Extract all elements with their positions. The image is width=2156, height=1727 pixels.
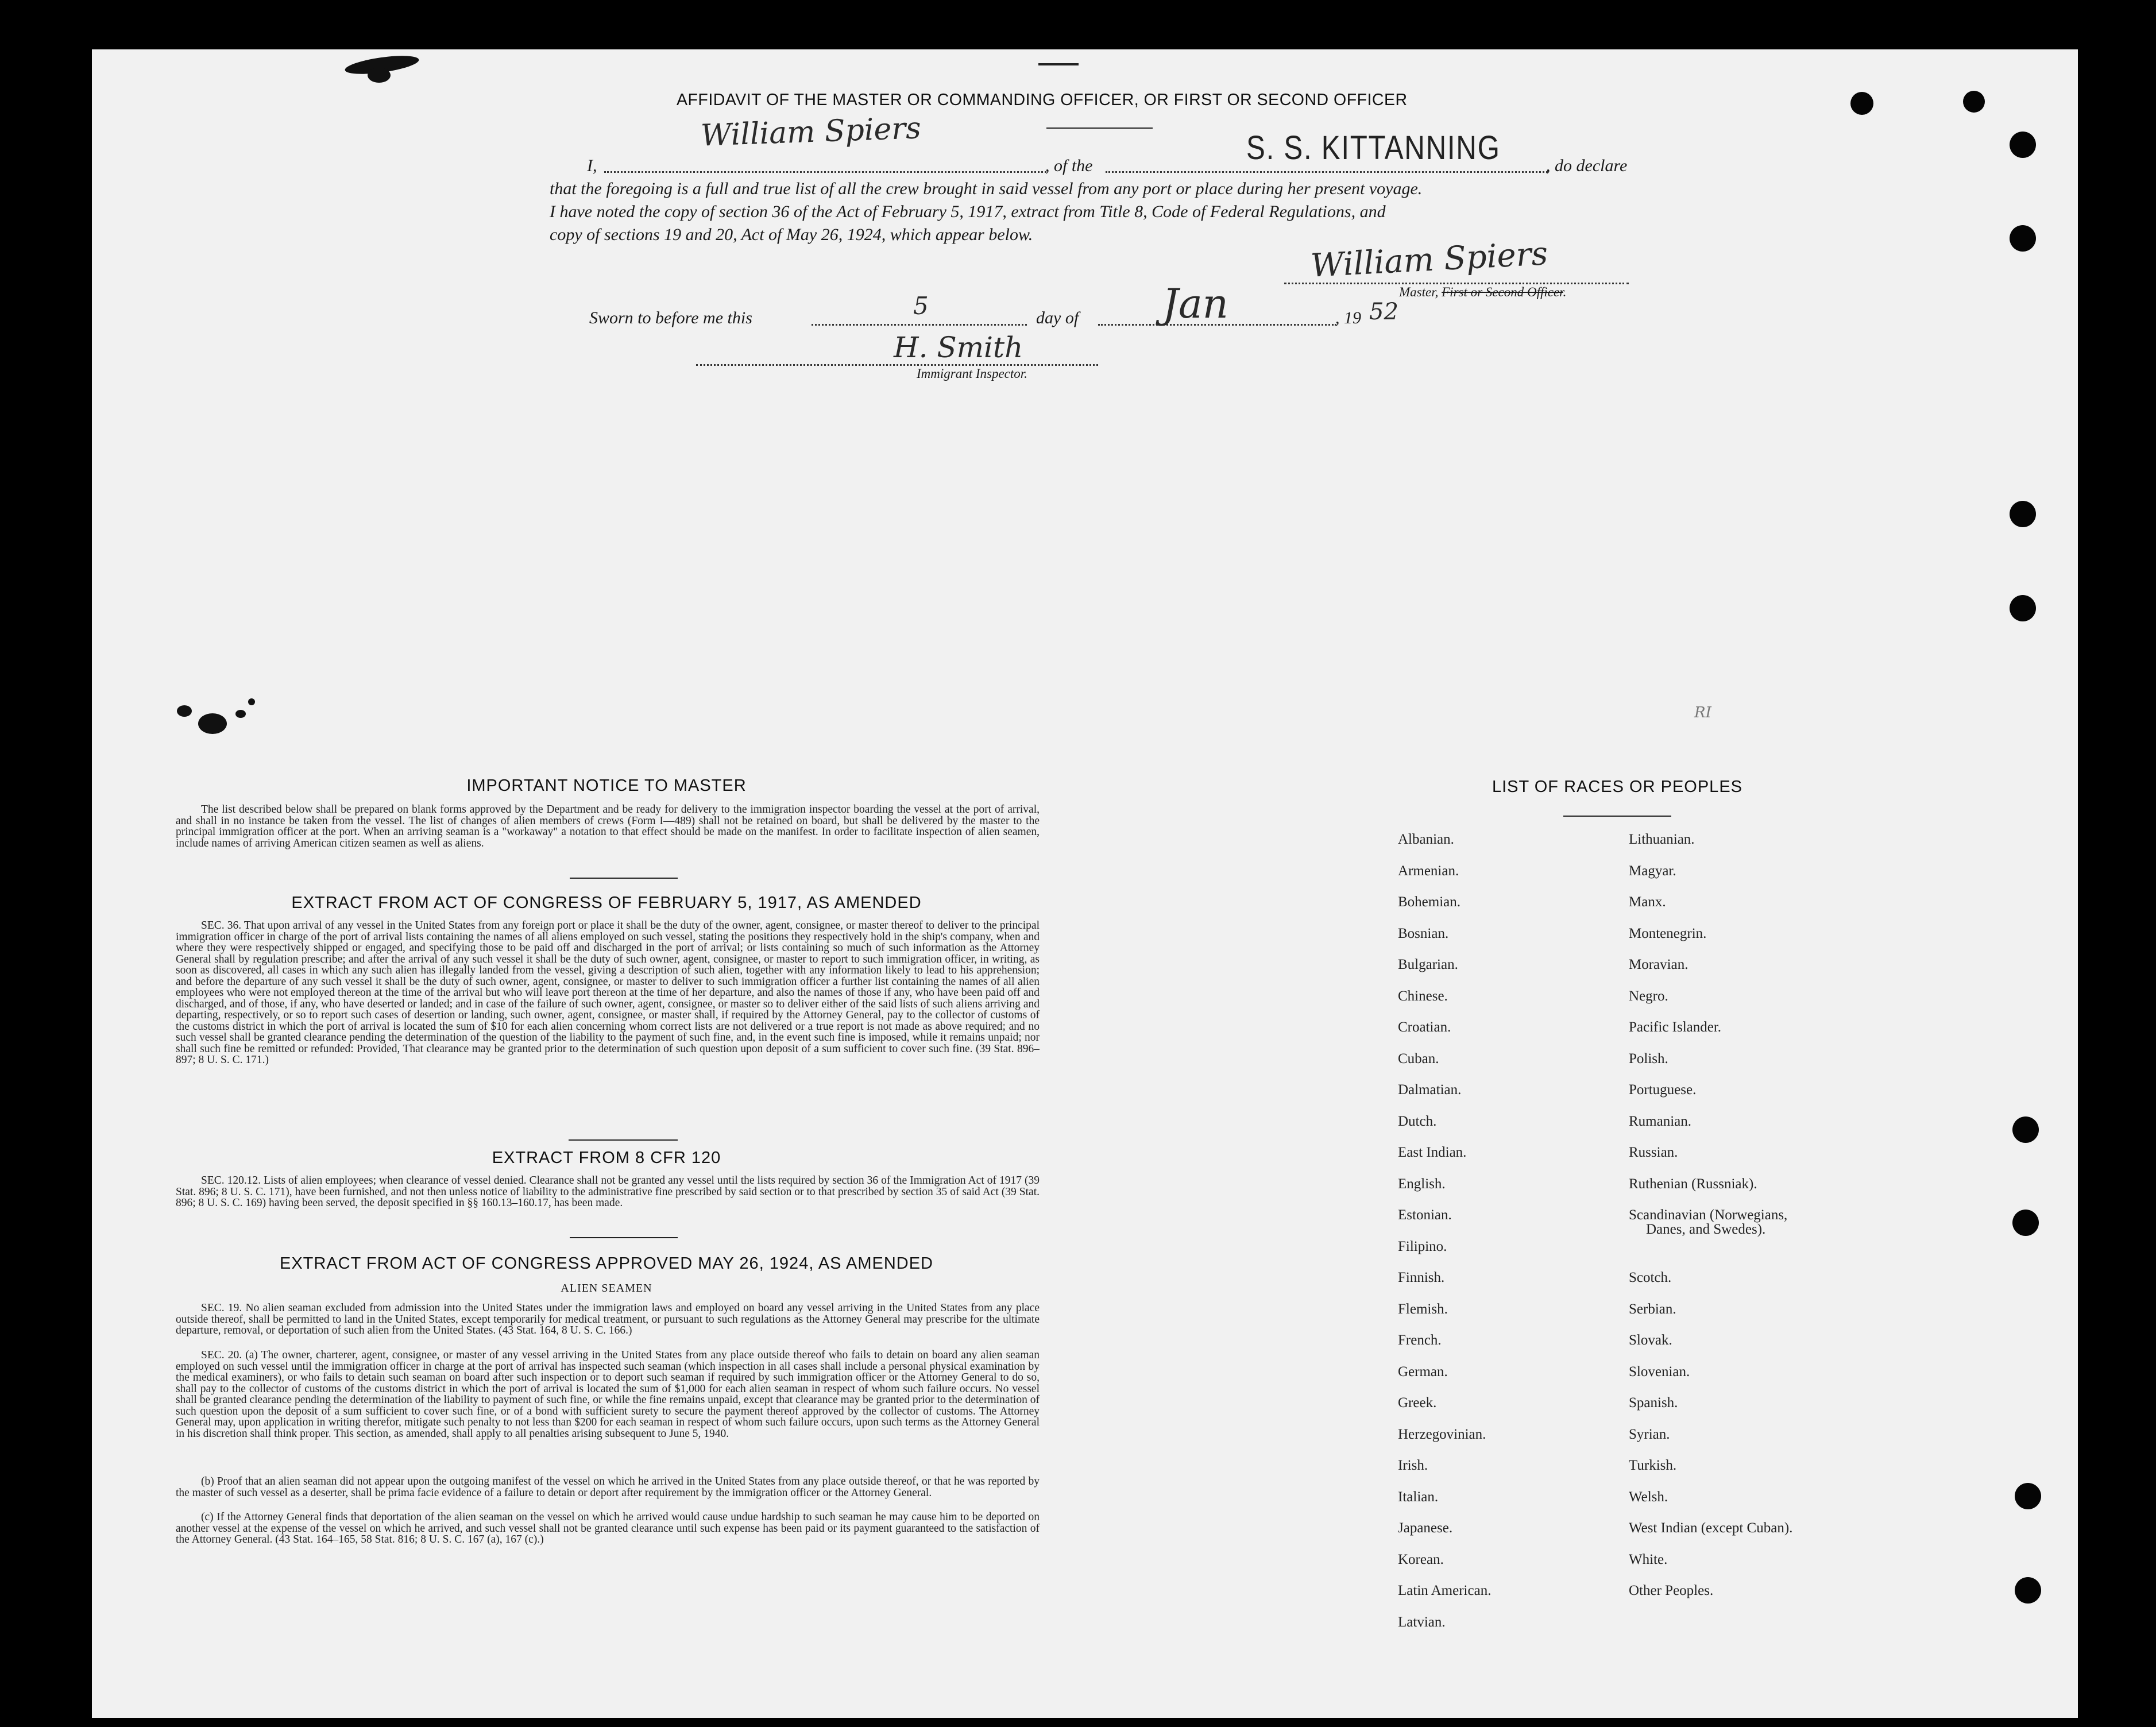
race-item: Albanian. [1398, 832, 1454, 847]
punch-hole [2010, 595, 2036, 621]
ink-blot [177, 705, 192, 717]
race-item: Croatian. [1398, 1019, 1451, 1035]
race-item: Bosnian. [1398, 925, 1449, 941]
race-item: Lithuanian. [1629, 832, 1695, 847]
ink-blot [368, 68, 391, 83]
race-item: East Indian. [1398, 1145, 1467, 1160]
ink-blot [198, 713, 227, 734]
punch-hole [2012, 1210, 2039, 1236]
extract-1924-subtitle: ALIEN SEAMEN [561, 1282, 652, 1295]
divider [570, 878, 678, 879]
notice-title: IMPORTANT NOTICE TO MASTER [466, 776, 747, 795]
race-item: Danes, and Swedes). [1646, 1221, 1766, 1237]
race-item: Magyar. [1629, 863, 1676, 879]
race-item: Latvian. [1398, 1614, 1446, 1630]
race-item: Filipino. [1398, 1238, 1447, 1254]
punch-hole [2015, 1577, 2041, 1604]
ink-blot [248, 698, 255, 705]
punch-hole [2010, 132, 2036, 158]
sworn-day: 5 [913, 292, 929, 320]
master-name-signature: William Spiers [700, 111, 922, 153]
extract-1917-title: EXTRACT FROM ACT OF CONGRESS OF FEBRUARY 5, 1917, AS AMENDED [291, 894, 922, 912]
punch-hole [1850, 92, 1873, 115]
divider [570, 1237, 678, 1238]
sworn-day-line [812, 324, 1027, 326]
race-item: White. [1629, 1551, 1668, 1567]
race-item: Serbian. [1629, 1301, 1676, 1317]
divider [569, 1139, 678, 1141]
top-mark [1038, 63, 1079, 65]
race-item: Negro. [1629, 988, 1668, 1004]
race-item: Pacific Islander. [1629, 1019, 1722, 1035]
signature-caption [1399, 285, 1566, 300]
race-item: Manx. [1629, 894, 1666, 910]
extract-1917-body: SEC. 36. That upon arrival of any vessel in the United States from any foreign port or place it shall be the duty of the owner, agent, consignee, or master thereof to deliver to the principal immigration officer in charge of the port of arrival lists containing the names of all aliens employed on such vessel, stating the positions they respectively hold in the ship's company, when and where they were respectively shipped or engaged, and specifying those to be paid off and discharged in the port of arrival; or lists containing so much of such information as the Attorney General shall by regulation prescribe; and after the arrival of any such vessel it shall be the duty of such owner, agent, consignee, or master to report to such immigration officer, in writing, as soon as discovered, all cases in which any such alien has illegally landed from the vessel, giving a description of such alien, together with any information likely to lead to his apprehension; and before the departure of any such vessel it shall be the duty of such owner, agent, consignee, or master to deliver to such immigration officer a further list containing the names of all alien employees who were not employed thereon at the time of the arrival but who will leave port thereon at the time of her departure, and also the names of those if any, who have been paid off and discharged, and of those, if any, who have deserted or landed; and in case of the failure of such owner, agent, consignee, or master so to deliver either of the said lists of such aliens arriving and departing, respectively, or so to report such cases of desertion or landing, such owner, agent, consignee, or master shall, if required by the Attorney General, pay to the collector of customs of the customs district in which the port of arrival is located the sum of $10 for each alien concerning whom correct lists are not delivered or a true report is not made as above required; and no such vessel shall be granted clearance pending the determination of the question of the liability to the payment of such fine, and, in the event such fine is imposed, while it remains unpaid; nor shall such fine be remitted or refunded: Provided, That clearance may be granted prior to the determination of such question upon deposit of a sum sufficient to cover such fine. (39 Stat. 896–897; 8 U. S. C. 171.) [176, 920, 1040, 1066]
punch-hole [2012, 1116, 2039, 1143]
do-declare-label: , do declare [1546, 156, 1628, 175]
year-suffix: 52 [1369, 299, 1398, 325]
margin-mark: RI [1694, 704, 1711, 721]
extract-1924-title: EXTRACT FROM ACT OF CONGRESS APPROVED MAY 26, 1924, AS AMENDED [280, 1254, 933, 1273]
race-item: Portuguese. [1629, 1082, 1697, 1098]
race-item: Estonian. [1398, 1207, 1452, 1223]
punch-hole [2015, 1483, 2041, 1509]
race-item: Slovak. [1629, 1332, 1672, 1348]
extract-1924-sec-20c: (c) If the Attorney General finds that deportation of the alien seaman on the vessel on which he arrived would cause undue hardship to such seaman he may cause him to be deported on another vessel at the expense of the vessel on which he arrived, and such vessel shall not be granted clearance until such expense has been paid or its payment guaranteed to the satisfaction of the Attorney General. (43 Stat. 164–165, 58 Stat. 816; 8 U. S. C. 167 (a), 167 (c).) [176, 1512, 1040, 1546]
race-item: Latin American. [1398, 1583, 1492, 1598]
race-item: Scotch. [1629, 1270, 1672, 1285]
affidavit-title: AFFIDAVIT OF THE MASTER OR COMMANDING OFFICER, OR FIRST OR SECOND OFFICER [677, 91, 1408, 109]
race-item: Italian. [1398, 1489, 1439, 1505]
race-item: Irish. [1398, 1458, 1428, 1473]
race-item: Korean. [1398, 1551, 1444, 1567]
race-item: Dalmatian. [1398, 1082, 1462, 1098]
title-rule [1046, 128, 1153, 129]
year-prefix: , 19 [1335, 308, 1361, 327]
races-divider [1563, 816, 1671, 817]
inspector-line [696, 364, 1098, 366]
race-item: Scandinavian (Norwegians, [1629, 1207, 1788, 1223]
punch-hole [1963, 91, 1985, 113]
race-item: West Indian (except Cuban). [1629, 1520, 1793, 1536]
inspector-signature: H. Smith [894, 331, 1023, 364]
race-item: English. [1398, 1176, 1446, 1192]
race-item: Bulgarian. [1398, 957, 1458, 972]
race-item: Turkish. [1629, 1458, 1677, 1473]
notice-body: The list described below shall be prepared on blank forms approved by the Department and be ready for delivery to the immigration inspector boarding the vessel at the port of arrival, and shall in no instance be taken from the vessel. The list of changes of alien members of crews (Form I—489) shall not be retained on board, but shall be delivered by the master to the principal immigration officer at the port. When an arriving seaman is a "workaway" a notation to that effect should be made on the manifest. In order to facilitate inspection of alien seamen, include names of arriving American citizen seamen as well as aliens. [176, 804, 1040, 849]
vessel-name-line [1106, 171, 1548, 173]
race-item: Armenian. [1398, 863, 1459, 879]
i-label: I, [587, 156, 597, 175]
race-item: Polish. [1629, 1050, 1668, 1067]
punch-hole [2010, 225, 2036, 252]
race-item: Cuban. [1398, 1050, 1439, 1067]
races-title: LIST OF RACES OR PEOPLES [1492, 778, 1743, 796]
race-item: Syrian. [1629, 1426, 1670, 1442]
vessel-name-stamp: S. S. KITTANNING [1246, 129, 1501, 167]
signature-caption-prefix: Master, [1399, 285, 1442, 299]
master-name-line [604, 171, 1046, 173]
race-item: Russian. [1629, 1145, 1678, 1160]
race-item: Slovenian. [1629, 1363, 1690, 1380]
race-item: Welsh. [1629, 1489, 1668, 1505]
race-item: Herzegovinian. [1398, 1426, 1486, 1442]
race-item: Moravian. [1629, 957, 1689, 972]
sworn-label: Sworn to before me this [589, 308, 752, 327]
race-item: Chinese. [1398, 988, 1448, 1004]
race-item: Spanish. [1629, 1395, 1678, 1411]
race-item: Other Peoples. [1629, 1583, 1714, 1598]
day-of-label: day of [1036, 308, 1079, 327]
race-item: French. [1398, 1332, 1442, 1348]
race-item: Ruthenian (Russniak). [1629, 1176, 1757, 1192]
race-item: Bohemian. [1398, 894, 1461, 910]
inspector-caption: Immigrant Inspector. [917, 366, 1027, 381]
master-signature: William Spiers [1309, 235, 1549, 285]
punch-hole [2010, 501, 2036, 527]
extract-cfr-body: SEC. 120.12. Lists of alien employees; when clearance of vessel denied. Clearance shall not be granted any vessel until the lists required by section 36 of the Immigration Act of 1917 (39 Stat. 896; 8 U. S. C. 171), have been furnished, and not then unless notice of liability to the administrative fine prescribed by said section or to that prescribed by section 35 of said Act (39 Stat. 896; 8 U. S. C. 169) having been served, the deposit specified in §§ 160.13–160.17, has been made. [176, 1175, 1040, 1209]
affidavit-body-line-1: that the foregoing is a full and true list of all the crew brought in said vessel from any port or place during her present voyage. [550, 179, 1423, 198]
signature-line [1284, 283, 1629, 284]
affidavit-body-line-3: copy of sections 19 and 20, Act of May 26, 1924, which appear below. [550, 225, 1033, 244]
race-item: Finnish. [1398, 1270, 1445, 1285]
race-item: Greek. [1398, 1395, 1437, 1411]
race-item: Dutch. [1398, 1113, 1437, 1129]
extract-1924-sec-20b: (b) Proof that an alien seaman did not appear upon the outgoing manifest of the vessel on which he arrived in the United States from any place outside thereof, or that he was reported by the master of such vessel as a deserter, shall be prima facie evidence of a failure to detain or deport after requirement by the immigration officer or the Attorney General. [176, 1476, 1040, 1499]
of-the-label: , of the [1045, 156, 1093, 175]
sworn-month: Jan [1162, 280, 1228, 327]
extract-1924-sec-20a: SEC. 20. (a) The owner, charterer, agent, consignee, or master of any vessel arriving in the United States from any place outside thereof who fails to detain on board any alien seaman employed on such vessel until the immigration officer in charge at the port of arrival has inspected such seaman (which inspection in all cases shall include a personal physical examination by the medical examiners), or who fails to detain such seaman on board after such inspection or to deport such seaman if required by such immigration officer or the Attorney General to do so, shall pay to the collector of customs of the customs district in which the port of arrival is located the sum of $1,000 for each alien seaman in respect of whom such failure occurs. No vessel shall be granted clearance pending the determination of the liability to payment of such fine, or while the fine remains unpaid, except that clearance may be granted prior to the determination of such question upon the deposit of a sum sufficient to cover such fine, or of a bond with sufficient surety to secure the payment thereof approved by the collector of customs. The Attorney General may, upon application in writing therefor, mitigate such penalty to not less than $200 for each seaman in respect of whom such failure occurs, upon such terms as the Attorney General in his discretion shall think proper. This section, as amended, shall apply to all penalties arising subsequent to June 5, 1940. [176, 1350, 1040, 1440]
race-item: German. [1398, 1363, 1448, 1380]
race-item: Rumanian. [1629, 1113, 1692, 1129]
race-item: Japanese. [1398, 1520, 1453, 1536]
extract-cfr-title: EXTRACT FROM 8 CFR 120 [492, 1149, 721, 1167]
ink-blot [235, 710, 246, 718]
extract-1924-sec-19: SEC. 19. No alien seaman excluded from admission into the United States under the immigration laws and employed on board any vessel arriving in the United States from any place outside thereof, shall be permitted to land in the United States, except temporarily for medical treatment, or pursuant to such regulations as the Attorney General may prescribe for the ultimate departure, removal, or deportation of such alien from the United States. (43 Stat. 164, 8 U. S. C. 166.) [176, 1303, 1040, 1336]
signature-caption-suffix: . [1563, 285, 1567, 299]
race-item: Montenegrin. [1629, 925, 1707, 941]
race-item: Flemish. [1398, 1301, 1448, 1317]
signature-caption-struck: First or Second Officer [1442, 285, 1563, 299]
affidavit-body-line-2: I have noted the copy of section 36 of the Act of February 5, 1917, extract from Title 8, Code of Federal Regulations, and [550, 202, 1386, 221]
